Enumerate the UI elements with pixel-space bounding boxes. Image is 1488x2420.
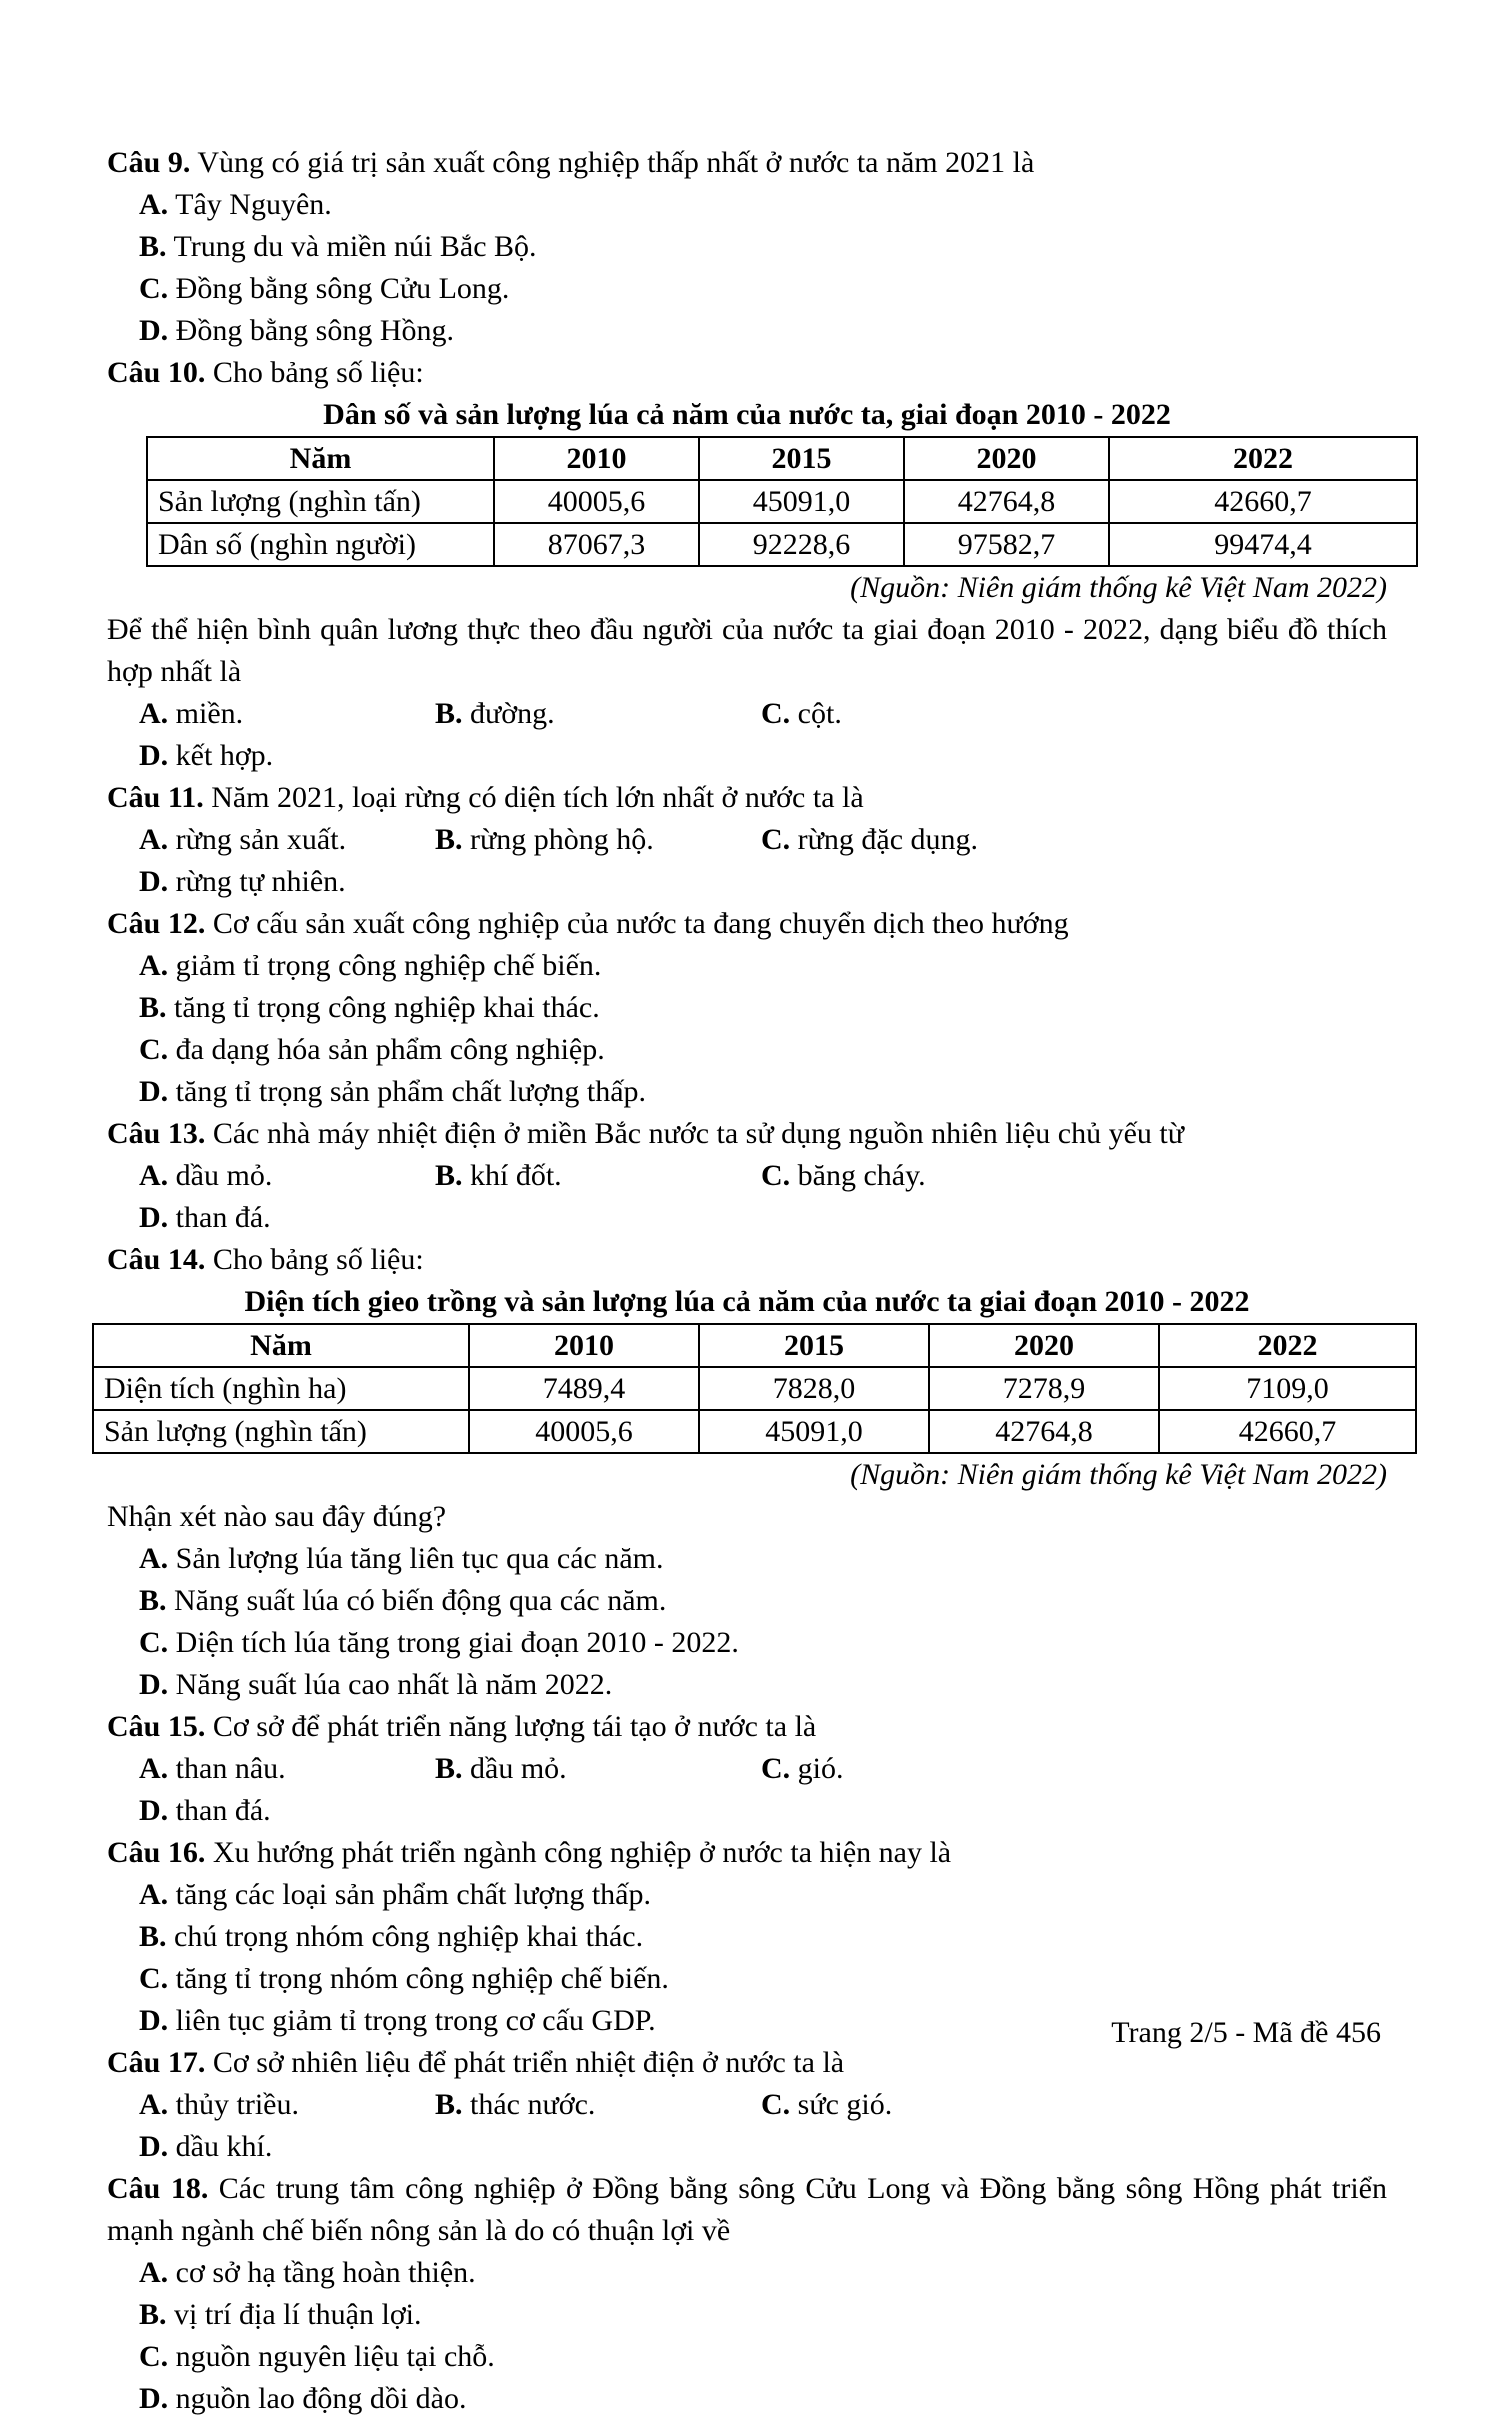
question-13 bbox=[107, 1113, 1387, 1155]
option-d: D. liên tục giảm tỉ trọng trong cơ cấu GDP. bbox=[139, 2004, 656, 2037]
table-header-row bbox=[93, 1324, 1416, 1367]
table-cell: 42660,7 bbox=[1109, 480, 1417, 523]
table-cell: 42764,8 bbox=[929, 1410, 1159, 1453]
table-cell: 92228,6 bbox=[699, 523, 904, 566]
options-10 bbox=[107, 693, 1387, 777]
table-cell: 7109,0 bbox=[1159, 1367, 1416, 1410]
option-c: C. cột. bbox=[761, 697, 842, 730]
question-12 bbox=[107, 903, 1387, 945]
header-cell: 2020 bbox=[929, 1324, 1159, 1367]
option-d: D. kết hợp. bbox=[139, 739, 274, 772]
header-cell: Năm bbox=[147, 437, 494, 480]
options-18 bbox=[107, 2252, 1387, 2420]
row-header-cell: Diện tích (nghìn ha) bbox=[93, 1367, 469, 1410]
question-text: Cho bảng số liệu: bbox=[212, 356, 424, 389]
options-11 bbox=[107, 819, 1387, 903]
question-label: Câu 16. bbox=[107, 1836, 206, 1869]
option-b: B. Trung du và miền núi Bắc Bộ. bbox=[139, 230, 537, 263]
table-cell: 87067,3 bbox=[494, 523, 699, 566]
option-a: A. Tây Nguyên. bbox=[139, 188, 332, 221]
option-c: C. tăng tỉ trọng nhóm công nghiệp chế biến. bbox=[139, 1962, 669, 1995]
option-c: C. Đồng bằng sông Cửu Long. bbox=[139, 272, 510, 305]
table-caption: Dân số và sản lượng lúa cả năm của nước ta, giai đoạn 2010 - 2022 bbox=[323, 398, 1171, 431]
data-table-1 bbox=[146, 436, 1418, 567]
row-header-cell: Sản lượng (nghìn tấn) bbox=[147, 480, 494, 523]
option-c: C. băng cháy. bbox=[761, 1159, 926, 1192]
option-d: D. rừng tự nhiên. bbox=[139, 865, 346, 898]
question-text: Cho bảng số liệu: bbox=[212, 1243, 424, 1276]
table-caption: Diện tích gieo trồng và sản lượng lúa cả năm của nước ta giai đoạn 2010 - 2022 bbox=[244, 1285, 1250, 1318]
option-d: D. Năng suất lúa cao nhất là năm 2022. bbox=[139, 1668, 613, 1701]
row-header-cell: Sản lượng (nghìn tấn) bbox=[93, 1410, 469, 1453]
header-cell: 2022 bbox=[1159, 1324, 1416, 1367]
option-c: C. gió. bbox=[761, 1752, 844, 1785]
options-13 bbox=[107, 1155, 1387, 1239]
option-b: B. đường. bbox=[435, 697, 555, 730]
header-cell: 2020 bbox=[904, 437, 1109, 480]
table-row bbox=[93, 1410, 1416, 1453]
question-10 bbox=[107, 352, 1387, 394]
question-label: Câu 12. bbox=[107, 907, 206, 940]
option-c: C. đa dạng hóa sản phẩm công nghiệp. bbox=[139, 1033, 605, 1066]
question-text: Cơ sở để phát triển năng lượng tái tạo ở nước ta là bbox=[212, 1710, 817, 1743]
table-row bbox=[147, 480, 1417, 523]
option-c: C. rừng đặc dụng. bbox=[761, 823, 979, 856]
data-table-2 bbox=[92, 1323, 1417, 1454]
row-header-cell: Dân số (nghìn người) bbox=[147, 523, 494, 566]
table-cell: 45091,0 bbox=[699, 1410, 929, 1453]
table-cell: 42660,7 bbox=[1159, 1410, 1416, 1453]
table-cell: 7489,4 bbox=[469, 1367, 699, 1410]
table-header-row bbox=[147, 437, 1417, 480]
option-a: A. tăng các loại sản phẩm chất lượng thấp. bbox=[139, 1878, 651, 1911]
question-label: Câu 9. bbox=[107, 146, 191, 179]
question-label: Câu 11. bbox=[107, 781, 204, 814]
option-d: D. tăng tỉ trọng sản phẩm chất lượng thấp. bbox=[139, 1075, 647, 1108]
option-b: B. rừng phòng hộ. bbox=[435, 823, 654, 856]
option-b: B. thác nước. bbox=[435, 2088, 596, 2121]
options-14 bbox=[107, 1538, 1387, 1706]
question-text: Các nhà máy nhiệt điện ở miền Bắc nước ta sử dụng nguồn nhiên liệu chủ yếu từ bbox=[212, 1117, 1184, 1150]
table-source: (Nguồn: Niên giám thống kê Việt Nam 2022) bbox=[850, 1458, 1387, 1491]
option-b: B. dầu mỏ. bbox=[435, 1752, 567, 1785]
option-d: D. nguồn lao động dồi dào. bbox=[139, 2382, 467, 2415]
question-label: Câu 15. bbox=[107, 1710, 206, 1743]
option-a: A. than nâu. bbox=[139, 1752, 286, 1785]
option-b: B. vị trí địa lí thuận lợi. bbox=[139, 2298, 422, 2331]
table-cell: 99474,4 bbox=[1109, 523, 1417, 566]
table-cell: 7278,9 bbox=[929, 1367, 1159, 1410]
options-15 bbox=[107, 1748, 1387, 1832]
option-a: A. cơ sở hạ tầng hoàn thiện. bbox=[139, 2256, 476, 2289]
question-16 bbox=[107, 1832, 1387, 1874]
header-cell: Năm bbox=[93, 1324, 469, 1367]
table-cell: 7828,0 bbox=[699, 1367, 929, 1410]
option-d: D. than đá. bbox=[139, 1794, 271, 1827]
option-a: A. Sản lượng lúa tăng liên tục qua các năm. bbox=[139, 1542, 664, 1575]
header-cell: 2015 bbox=[699, 437, 904, 480]
question-text: Năm 2021, loại rừng có diện tích lớn nhất ở nước ta là bbox=[211, 781, 864, 814]
table-row bbox=[93, 1367, 1416, 1410]
option-a: A. thủy triều. bbox=[139, 2088, 299, 2121]
option-b: B. tăng tỉ trọng công nghiệp khai thác. bbox=[139, 991, 600, 1024]
options-9 bbox=[107, 184, 1387, 352]
option-d: D. than đá. bbox=[139, 1201, 271, 1234]
page-footer: Trang 2/5 - Mã đề 456 bbox=[1111, 2016, 1381, 2049]
options-17 bbox=[107, 2084, 1387, 2168]
question-text: Vùng có giá trị sản xuất công nghiệp thấp nhất ở nước ta năm 2021 là bbox=[197, 146, 1035, 179]
options-12 bbox=[107, 945, 1387, 1113]
table-cell: 97582,7 bbox=[904, 523, 1109, 566]
question-label: Câu 10. bbox=[107, 356, 206, 389]
table-cell: 40005,6 bbox=[469, 1410, 699, 1453]
table-row bbox=[147, 523, 1417, 566]
question-14 bbox=[107, 1239, 1387, 1281]
question-label: Câu 14. bbox=[107, 1243, 206, 1276]
question-9 bbox=[107, 142, 1387, 184]
table-cell: 45091,0 bbox=[699, 480, 904, 523]
question-text: Cơ cấu sản xuất công nghiệp của nước ta đang chuyển dịch theo hướng bbox=[212, 907, 1069, 940]
option-b: B. khí đốt. bbox=[435, 1159, 562, 1192]
option-d: D. dầu khí. bbox=[139, 2130, 273, 2163]
question-text: Cơ sở nhiên liệu để phát triển nhiệt điện ở nước ta là bbox=[212, 2046, 845, 2079]
header-cell: 2010 bbox=[469, 1324, 699, 1367]
header-cell: 2010 bbox=[494, 437, 699, 480]
table-cell: 42764,8 bbox=[904, 480, 1109, 523]
question-18 bbox=[107, 2168, 1387, 2252]
option-d: D. Đồng bằng sông Hồng. bbox=[139, 314, 454, 347]
question-text: Các trung tâm công nghiệp ở Đồng bằng sông Cửu Long và Đồng bằng sông Hồng phát triển mạnh ngành chế biến nông sản là do có thuận lợi về bbox=[107, 2172, 1388, 2247]
question-11 bbox=[107, 777, 1387, 819]
option-c: C. sức gió. bbox=[761, 2088, 893, 2121]
question-15 bbox=[107, 1706, 1387, 1748]
exam-page bbox=[104, 142, 1388, 2420]
header-cell: 2015 bbox=[699, 1324, 929, 1367]
option-c: C. Diện tích lúa tăng trong giai đoạn 2010 - 2022. bbox=[139, 1626, 739, 1659]
option-b: B. chú trọng nhóm công nghiệp khai thác. bbox=[139, 1920, 644, 1953]
question-label: Câu 13. bbox=[107, 1117, 206, 1150]
option-a: A. dầu mỏ. bbox=[139, 1159, 273, 1192]
option-a: A. miền. bbox=[139, 697, 244, 730]
question-label: Câu 18. bbox=[107, 2172, 209, 2205]
option-b: B. Năng suất lúa có biến động qua các năm. bbox=[139, 1584, 667, 1617]
table-source: (Nguồn: Niên giám thống kê Việt Nam 2022) bbox=[850, 571, 1387, 604]
option-a: A. giảm tỉ trọng công nghiệp chế biến. bbox=[139, 949, 602, 982]
option-a: A. rừng sản xuất. bbox=[139, 823, 347, 856]
question-label: Câu 17. bbox=[107, 2046, 206, 2079]
header-cell: 2022 bbox=[1109, 437, 1417, 480]
question-text: Xu hướng phát triển ngành công nghiệp ở nước ta hiện nay là bbox=[212, 1836, 952, 1869]
question-prompt: Nhận xét nào sau đây đúng? bbox=[107, 1500, 447, 1533]
option-c: C. nguồn nguyên liệu tại chỗ. bbox=[139, 2340, 495, 2373]
table-cell: 40005,6 bbox=[494, 480, 699, 523]
question-prompt: Để thể hiện bình quân lương thực theo đầu người của nước ta giai đoạn 2010 - 2022, dạng biểu đồ thích hợp nhất là bbox=[107, 613, 1387, 688]
